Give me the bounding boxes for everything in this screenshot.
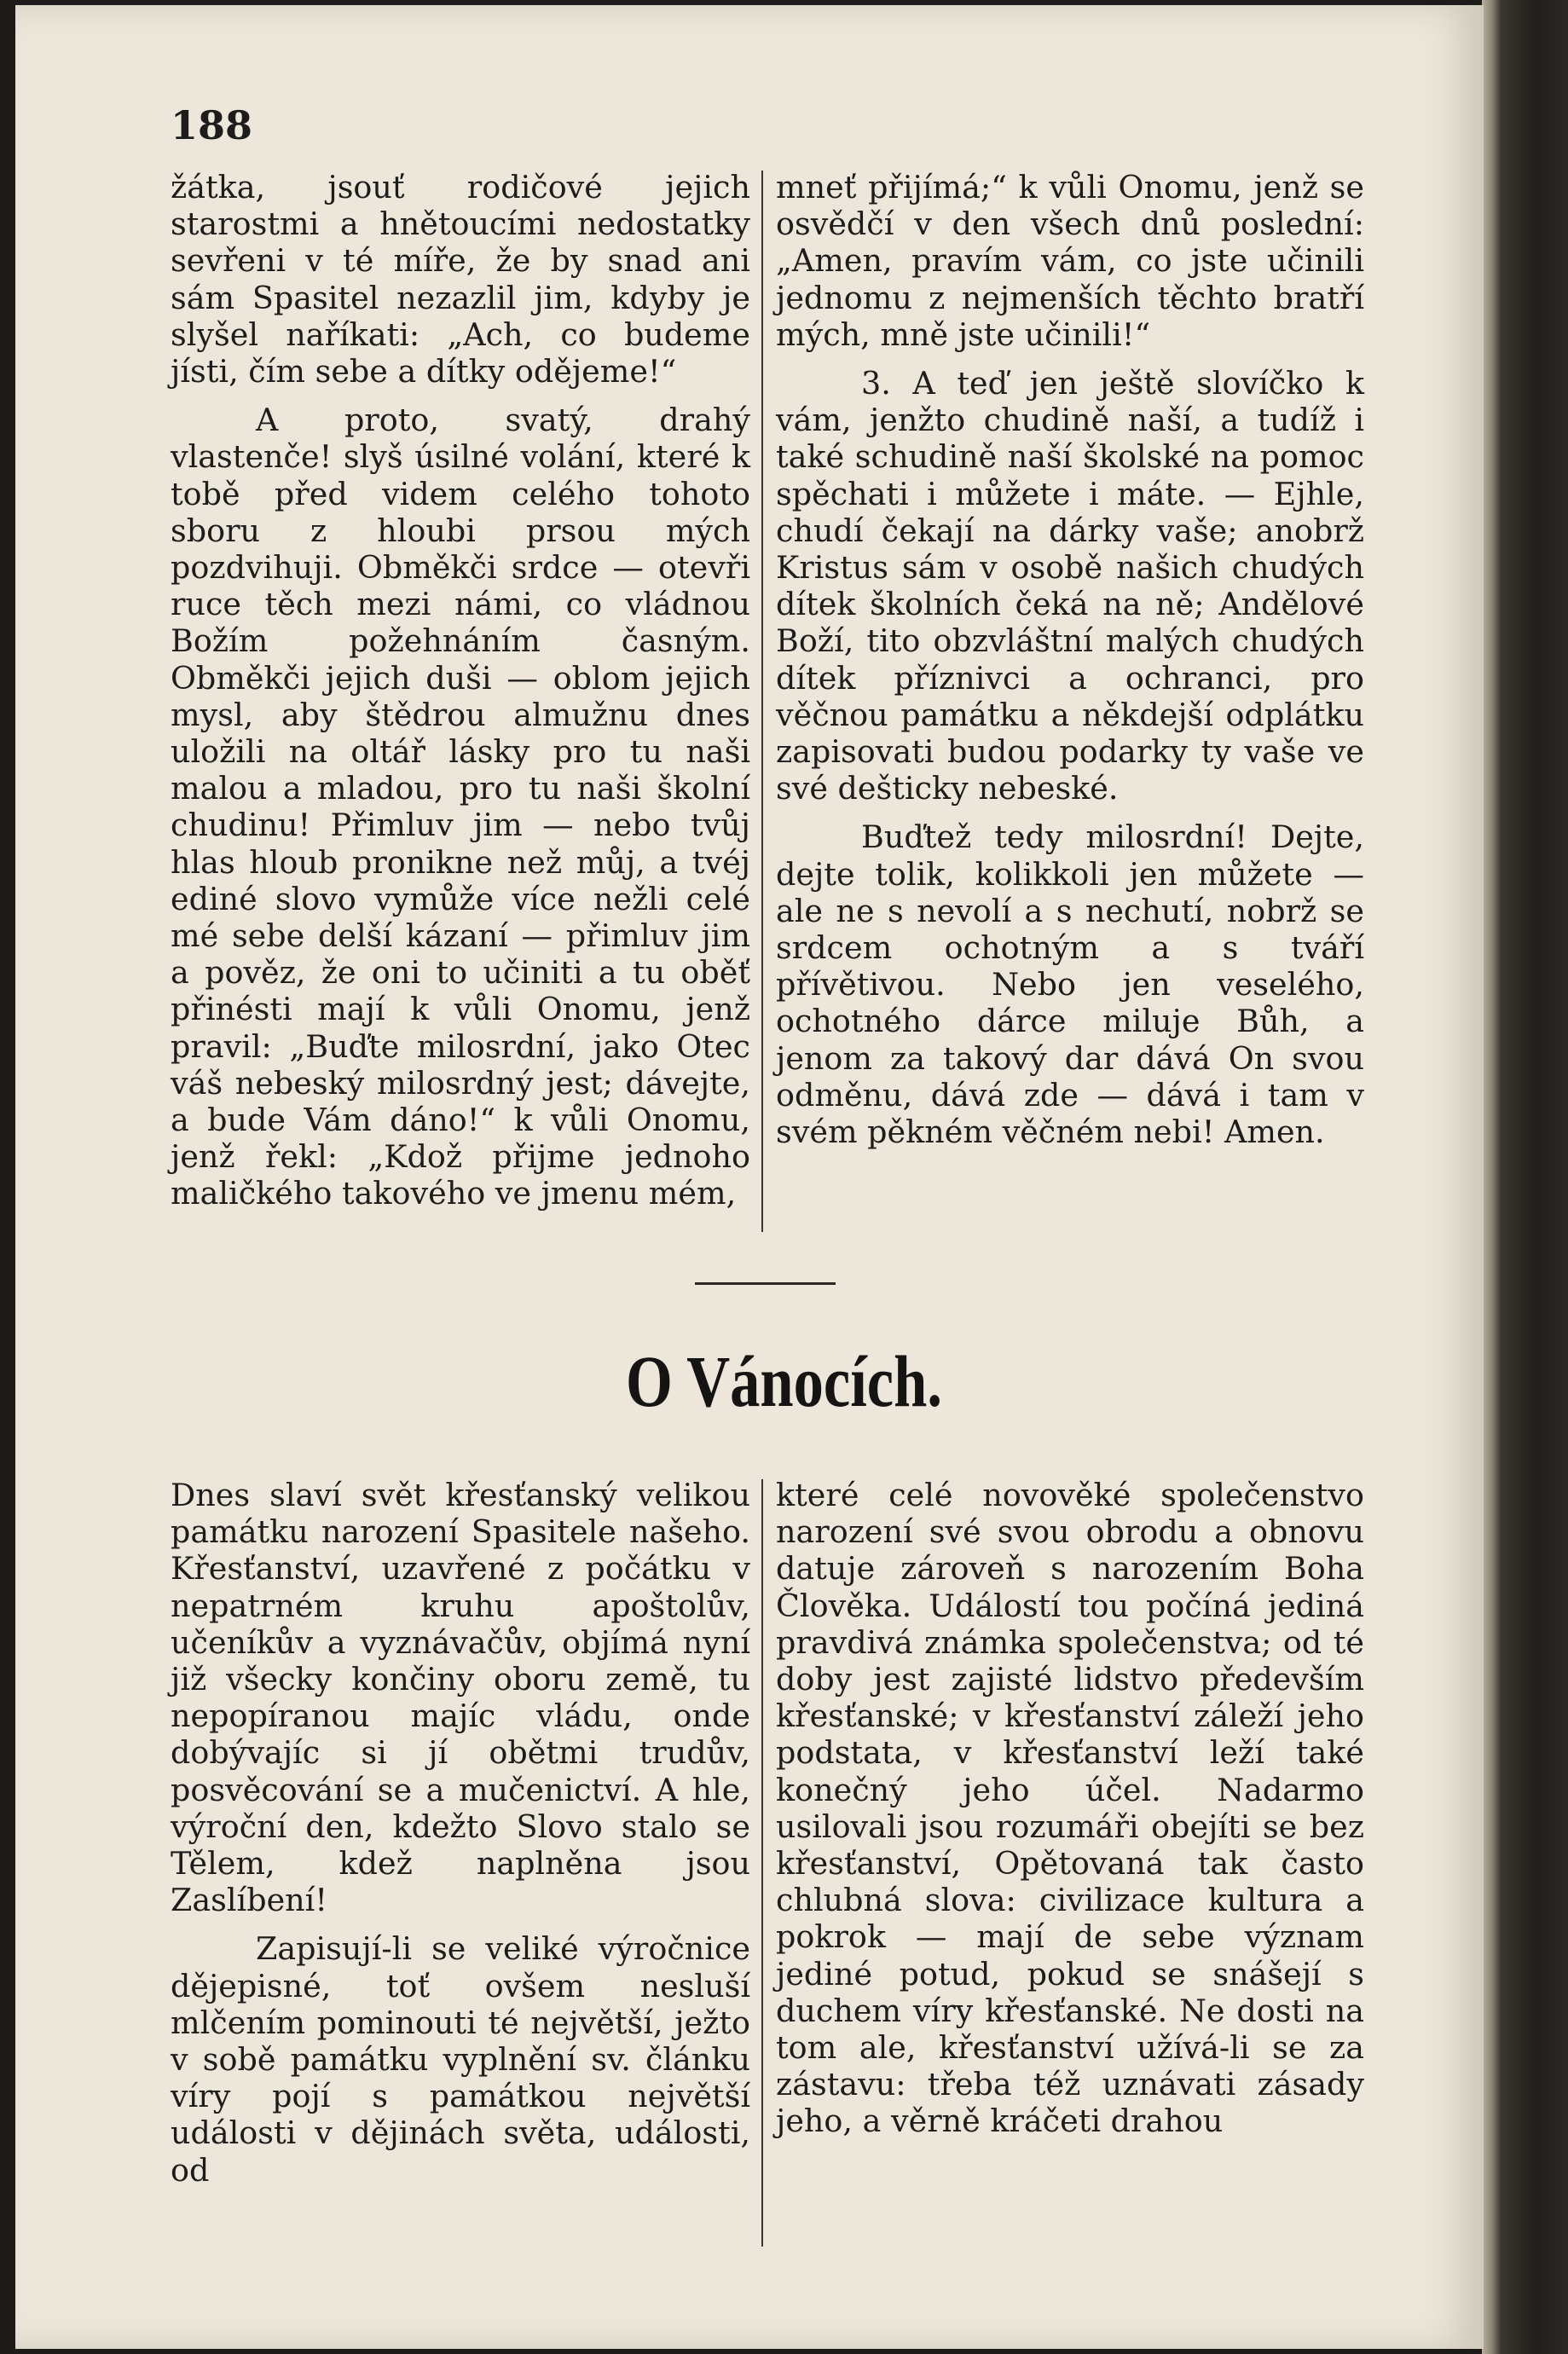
paragraph: které celé novověké společenstvo narození své svou obrodu a obnovu datuje zároveň s narozením Boha Člověka. Událostí tou počíná jediná pravdivá známka společenstva; od té doby jest zajisté lidstvo především křesťanské; v křesťanství záleží jeho podstata, v křesťanství leží také konečný jeho účel. Nadarmo usilovali jsou rozumáři obejíti se bez křesťanství, Opětovaná tak často chlubná slova: civilizace kultura a pokrok — mají de sebe význam jediné potud, pokud se snášejí s duchem víry křesťanské. Ne dosti na tom ale, křesťanství užívá-li se za zástavu: třeba též uznávati zásady jeho, a věrně kráčeti drahou <box>776 1477 1364 2140</box>
paragraph: 3. A teď jen ještě slovíčko k vám, jenžto chudině naší, a tudíž i také schudině naší školské na pomoc spěchati i můžete i máte. — Ejhle, chudí čekají na dárky vaše; anobrž Kristus sám v osobě našich chudých dítek školních čeká na ně; Andělové Boží, tito obzvláštní malých chudých dítek příznivci a ochranci, pro věčnou památku a někdejší odplátku zapisovati budou podarky ty vaše ve své dešticky nebeské. <box>776 365 1364 807</box>
upper-left-column <box>171 169 750 1212</box>
paragraph: A proto, svatý, drahý vlastenče! slyš úsilné volání, které k tobě před videm celého tohoto sboru z hloubi prsou mých pozdvihuji. Obměkči srdce — otevři ruce těch mezi námi, co vládnou Božím požehnáním časným. Obměkči jejich duši — oblom jejich mysl, aby štědrou almužnu dnes uložili na oltář lásky pro tu naši malou a mladou, pro tu naši školní chudinu! Přimluv jim — nebo tvůj hlas hloub pronikne než můj, a tvéj ediné slovo vymůže více nežli celé mé sebe delší kázaní — přimluv jim a pověz, že oni to učiniti a tu oběť přinésti mají k vůli Onomu, jenž pravil: „Buďte milosrdní, jako Otec váš nebeský milosrdný jest; dávejte, a bude Vám dáno!“ k vůli Onomu, jenž řekl: „Kdož přijme jednoho maličkého takového ve jmenu mém, <box>171 402 750 1212</box>
paragraph: mneť přijímá;“ k vůli Onomu, jenž se osvědčí v den všech dnů poslední: „Amen, pravím vám, co jste učinili jednomu z nejmenších těchto bratří mých, mně jste učinili!“ <box>776 169 1364 353</box>
lower-right-column <box>776 1477 1364 2140</box>
paragraph: žátka, jsouť rodičové jejich starostmi a hnětoucími nedostatky sevřeni v té míře, že by snad ani sám Spasitel nezazlil jim, kdyby je slyšel naříkati: „Ach, co budeme jísti, čím sebe a dítky odějeme!“ <box>171 169 750 390</box>
upper-right-column <box>776 169 1364 1150</box>
lower-left-column <box>171 1477 750 2189</box>
section-heading: O Vánocích. <box>626 1340 942 1422</box>
section-divider <box>695 1282 836 1285</box>
paragraph: Buďtež tedy milosrdní! Dejte, dejte tolik, kolikkoli jen můžete — ale ne s nevolí a s nechutí, nobrž se srdcem ochotným a s tváří přívětivou. Nebo jen veselého, ochotného dárce miluje Bůh, a jenom za takový dar dává On svou odměnu, dává zde — dává i tam v svém pěkném věčném nebi! Amen. <box>776 818 1364 1151</box>
page-number: 188 <box>171 102 253 148</box>
column-divider <box>761 1479 763 2247</box>
book-spine <box>1482 0 1568 2354</box>
paragraph: Dnes slaví svět křesťanský velikou památku narození Spasitele našeho. Křesťanství, uzavřené z počátku v nepatrném kruhu apoštolův, učeníkův a vyznávačův, objímá nyní již všecky končiny oboru země, tu nepopíranou majíc vládu, onde dobývajíc si jí obětmi trudův, posvěcování se a mučenictví. A hle, výroční den, kdežto Slovo stalo se Tělem, kdež naplněna jsou Zaslíbení! <box>171 1477 750 1919</box>
paragraph: Zapisují-li se veliké výročnice dějepisné, toť ovšem nesluší mlčením pominouti té největší, ježto v sobě památku vyplnění sv. článku víry pojí s památkou největší události v dějinách světa, události, od <box>171 1930 750 2189</box>
column-divider <box>761 171 763 1232</box>
